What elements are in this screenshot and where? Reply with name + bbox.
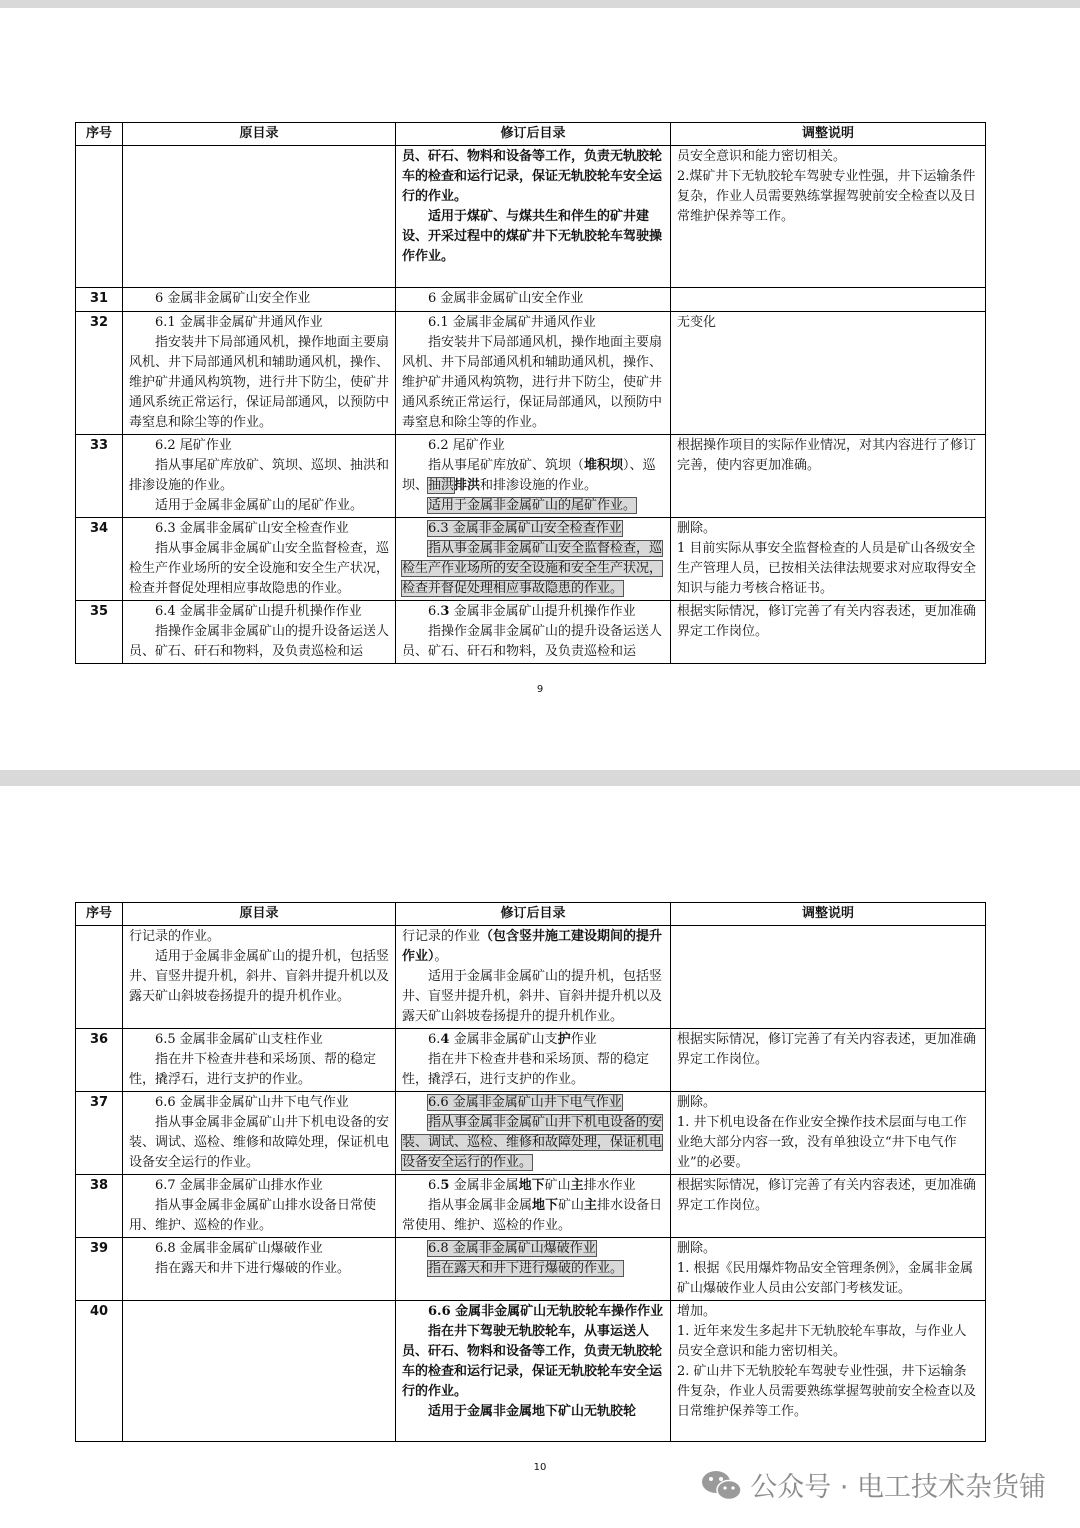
text-span: 指从事金属非金属	[428, 1198, 533, 1213]
explanation-cell	[671, 518, 986, 601]
row-number: 34	[76, 518, 123, 601]
original-entry-cell	[123, 288, 396, 312]
cell-paragraph	[402, 1402, 664, 1422]
text-span: 主	[570, 1178, 584, 1193]
cell-paragraph	[402, 1239, 664, 1259]
text-span: 矿山	[558, 1198, 585, 1213]
cell-paragraph	[402, 1302, 664, 1322]
cell-paragraph	[129, 1050, 389, 1090]
text-span: 指操作金属非金属矿山的提升设备运送人员、矿石、矸石和物料，及负责巡检和运	[129, 624, 390, 659]
header-revised: 修订后目录	[396, 903, 671, 926]
text-span: 增加。	[677, 1304, 717, 1319]
table-row	[76, 518, 986, 601]
text-span: 排水作业	[583, 1178, 636, 1193]
cell-paragraph	[677, 1113, 979, 1173]
text-span: 根据实际情况，修订完善了有关内容表述，更加准确界定工作岗位。	[677, 604, 977, 639]
text-span: 排洪	[454, 478, 481, 493]
cell-paragraph	[129, 1030, 389, 1050]
cell-paragraph	[677, 1322, 979, 1362]
cell-paragraph	[677, 1259, 979, 1299]
text-span: 5	[440, 1178, 450, 1193]
table-row	[76, 926, 986, 1029]
text-span: 1. 井下机电设备在作业安全操作技术层面与电工作业绝大部分内容一致，没有单独设立“井下电气作业”的必要。	[677, 1115, 967, 1170]
text-span: 金属非金属	[449, 1178, 519, 1193]
text-span: 。	[434, 949, 448, 964]
text-span: 6.5 金属非金属矿山支柱作业	[155, 1032, 323, 1047]
revised-entry-cell	[396, 435, 671, 518]
text-span: 指在露天和井下进行爆破的作业。	[155, 1261, 351, 1276]
header-explanation: 调整说明	[671, 903, 986, 926]
revision-table	[75, 122, 986, 664]
text-span: 地下	[518, 1178, 545, 1193]
cell-paragraph	[677, 167, 979, 227]
text-span: 矿山	[544, 1178, 571, 1193]
cell-paragraph	[402, 602, 664, 622]
text-span: 作业	[570, 1032, 597, 1047]
text-span: 堆积坝	[584, 458, 624, 473]
text-span: 6.2 尾矿作业	[428, 438, 505, 453]
text-span: 指从事金属非金属矿山排水设备日常使用、维护、巡检的作业。	[129, 1198, 377, 1233]
row-number: 39	[76, 1238, 123, 1301]
revised-entry-cell	[396, 1238, 671, 1301]
text-span: 排水设备日常使用、维护、巡检的作业。	[402, 1198, 663, 1233]
text-span: 根据操作项目的实际作业情况，对其内容进行了修订完善，使内容更加准确。	[677, 438, 977, 473]
cell-paragraph	[129, 313, 389, 333]
highlighted-text: 指在露天和井下进行爆破的作业。	[428, 1261, 624, 1276]
highlighted-text: 6.3 金属非金属矿山安全检查作业	[428, 521, 622, 536]
cell-paragraph	[677, 1362, 979, 1422]
original-entry-cell	[123, 1175, 396, 1238]
table-row	[76, 1301, 986, 1442]
explanation-cell	[671, 435, 986, 518]
cell-paragraph	[129, 539, 389, 599]
original-entry-cell	[123, 435, 396, 518]
cell-paragraph	[402, 1113, 664, 1173]
row-number	[76, 926, 123, 1029]
cell-paragraph	[129, 1196, 389, 1236]
cell-paragraph	[677, 313, 979, 333]
original-entry-cell	[123, 312, 396, 435]
page-number: 10	[533, 1462, 547, 1473]
row-number: 31	[76, 288, 123, 312]
row-number: 35	[76, 601, 123, 664]
explanation-cell	[671, 1092, 986, 1175]
highlighted-text: 6.8 金属非金属矿山爆破作业	[428, 1241, 596, 1256]
text-span: 4	[440, 1032, 450, 1047]
highlighted-text: 指从事金属非金属矿山井下机电设备的安装、调试、巡检、维修和故障处理，保证机电设备安全运行的作业。	[402, 1115, 663, 1170]
cell-paragraph	[129, 436, 389, 456]
text-span: 6 金属非金属矿山安全作业	[428, 291, 584, 306]
text-span: 行记录的作业	[402, 929, 481, 944]
text-span: 删除。	[677, 1241, 717, 1256]
text-span: 6.	[428, 1178, 441, 1193]
table-row	[76, 1092, 986, 1175]
explanation-cell	[671, 312, 986, 435]
text-span: 根据实际情况，修订完善了有关内容表述，更加准确界定工作岗位。	[677, 1032, 977, 1067]
row-number: 38	[76, 1175, 123, 1238]
table-row	[76, 1175, 986, 1238]
row-number: 37	[76, 1092, 123, 1175]
original-entry-cell	[123, 146, 396, 288]
row-number: 33	[76, 435, 123, 518]
text-span: 员、矸石、物料和设备等工作，负责无轨胶轮车的检查和运行记录，保证无轨胶轮车安全运行的作业。	[402, 149, 663, 204]
cell-paragraph	[402, 1322, 664, 1402]
revised-entry-cell	[396, 312, 671, 435]
cell-paragraph	[677, 1302, 979, 1322]
text-span: 主	[584, 1198, 598, 1213]
header-no: 序号	[76, 903, 123, 926]
cell-paragraph	[129, 289, 389, 309]
cell-paragraph	[677, 602, 979, 642]
cell-paragraph	[129, 1259, 389, 1279]
header-explanation: 调整说明	[671, 123, 986, 146]
text-span: 6.6 金属非金属矿山无轨胶轮车操作作业	[428, 1304, 664, 1319]
text-span: 金属非金属矿山提升机操作作业	[449, 604, 636, 619]
row-number: 36	[76, 1029, 123, 1092]
revised-entry-cell	[396, 1301, 671, 1442]
text-span: 6.1 金属非金属矿井通风作业	[428, 315, 596, 330]
text-span: 6 金属非金属矿山安全作业	[155, 291, 311, 306]
cell-paragraph	[129, 602, 389, 622]
document-page-10	[0, 786, 1080, 1528]
revised-entry-cell	[396, 1092, 671, 1175]
table-header-row	[76, 903, 986, 926]
revised-entry-cell	[396, 601, 671, 664]
cell-paragraph	[402, 1196, 664, 1236]
cell-paragraph	[129, 622, 389, 662]
cell-paragraph	[129, 927, 389, 947]
cell-paragraph	[402, 1093, 664, 1113]
header-revised: 修订后目录	[396, 123, 671, 146]
table-row	[76, 312, 986, 435]
cell-paragraph	[402, 1050, 664, 1090]
cell-paragraph	[402, 147, 664, 207]
cell-paragraph	[402, 519, 664, 539]
text-span: 3	[440, 604, 450, 619]
cell-paragraph	[129, 519, 389, 539]
text-span: 指在井下驾驶无轨胶轮车，从事运送人员、矸石、物料和设备等工作，负责无轨胶轮车的检查和运行记录，保证无轨胶轮车安全运行的作业。	[402, 1324, 663, 1399]
cell-paragraph	[402, 967, 664, 1027]
revision-table	[75, 902, 986, 1442]
explanation-cell	[671, 1301, 986, 1442]
text-span: 6.	[428, 1032, 441, 1047]
revised-entry-cell	[396, 1029, 671, 1092]
text-span: 指安装井下局部通风机，操作地面主要扇风机、井下局部通风机和辅助通风机，操作、维护矿井通风构筑物，进行井下防尘，使矿井通风系统正常运行，保证局部通风，以预防中毒窒息和除尘等的作业。	[129, 335, 390, 430]
watermark	[700, 1465, 1046, 1504]
revised-entry-cell	[396, 146, 671, 288]
text-span: 地下	[532, 1198, 559, 1213]
cell-paragraph	[677, 1093, 979, 1113]
explanation-cell	[671, 146, 986, 288]
text-span: 员安全意识和能力密切相关。	[677, 149, 847, 164]
text-span: 指从事金属非金属矿山井下机电设备的安装、调试、巡检、维修和故障处理，保证机电设备安全运行的作业。	[129, 1115, 390, 1170]
cell-paragraph	[129, 1239, 389, 1259]
text-span: 适用于金属非金属矿山的尾矿作业。	[155, 498, 364, 513]
text-span: 指操作金属非金属矿山的提升设备运送人员、矿石、矸石和物料，及负责巡检和运	[402, 624, 663, 659]
explanation-cell	[671, 1238, 986, 1301]
row-number: 32	[76, 312, 123, 435]
text-span: 6.8 金属非金属矿山爆破作业	[155, 1241, 323, 1256]
explanation-cell	[671, 288, 986, 312]
cell-paragraph	[402, 1030, 664, 1050]
text-span: 2.煤矿井下无轨胶轮车驾驶专业性强，井下运输条件复杂，作业人员需要熟练掌握驾驶前安全检查以及日常维护保养等工作。	[677, 169, 977, 224]
cell-paragraph	[677, 147, 979, 167]
cell-paragraph	[402, 207, 664, 267]
cell-paragraph	[129, 1093, 389, 1113]
text-span: 适用于金属非金属矿山的提升机，包括竖井、盲竖井提升机，斜井、盲斜井提升机以及露天矿山斜坡卷扬提升的提升机作业。	[129, 949, 390, 1004]
text-span: 6.1 金属非金属矿井通风作业	[155, 315, 323, 330]
text-span: 无变化	[677, 315, 717, 330]
cell-paragraph	[129, 333, 389, 433]
cell-paragraph	[402, 622, 664, 662]
header-no: 序号	[76, 123, 123, 146]
cell-paragraph	[129, 947, 389, 1007]
text-span: 指从事尾矿库放矿、筑坝（	[428, 458, 585, 473]
cell-paragraph	[402, 313, 664, 333]
cell-paragraph	[677, 519, 979, 539]
text-span: 护	[557, 1032, 571, 1047]
original-entry-cell	[123, 1238, 396, 1301]
highlighted-text: 指从事金属非金属矿山安全监督检查，巡检生产作业场所的安全设施和安全生产状况，检查并督促处理相应事故隐患的作业。	[402, 541, 663, 596]
text-span: 6.4 金属非金属矿山提升机操作作业	[155, 604, 362, 619]
revised-entry-cell	[396, 1175, 671, 1238]
watermark-text: 公众号 · 电工技术杂货铺	[750, 1472, 1046, 1503]
cell-paragraph	[402, 496, 664, 516]
text-span: 根据实际情况，修订完善了有关内容表述，更加准确界定工作岗位。	[677, 1178, 977, 1213]
wechat-icon	[700, 1468, 742, 1502]
text-span: 行记录的作业。	[129, 929, 221, 944]
cell-paragraph	[402, 289, 664, 309]
cell-paragraph	[677, 1239, 979, 1259]
text-span: 指安装井下局部通风机，操作地面主要扇风机、井下局部通风机和辅助通风机，操作、维护矿井通风构筑物，进行井下防尘，使矿井通风系统正常运行，保证局部通风，以预防中毒窒息和除尘等的作业。	[402, 335, 663, 430]
revised-entry-cell	[396, 288, 671, 312]
original-entry-cell	[123, 601, 396, 664]
revised-entry-cell	[396, 926, 671, 1029]
cell-paragraph	[402, 1259, 664, 1279]
cell-paragraph	[129, 1113, 389, 1173]
text-span: 金属非金属矿山支	[449, 1032, 558, 1047]
text-span: 适用于煤矿、与煤共生和伴生的矿井建设、开采过程中的煤矿井下无轨胶轮车驾驶操作作业。	[402, 209, 663, 264]
text-span: 适用于金属非金属地下矿山无轨胶轮	[428, 1404, 637, 1419]
cell-paragraph	[677, 436, 979, 476]
text-span: 适用于金属非金属矿山的提升机，包括竖井、盲竖井提升机，斜井、盲斜井提升机以及露天矿山斜坡卷扬提升的提升机作业。	[402, 969, 663, 1024]
text-span: ）、巡坝、	[402, 458, 656, 493]
text-span: 删除。	[677, 1095, 717, 1110]
text-span: 6.	[428, 604, 441, 619]
table-row	[76, 1238, 986, 1301]
original-entry-cell	[123, 926, 396, 1029]
cell-paragraph	[402, 539, 664, 599]
original-entry-cell	[123, 1092, 396, 1175]
highlighted-text: 6.6 金属非金属矿山井下电气作业	[428, 1095, 622, 1110]
cell-paragraph	[129, 456, 389, 496]
header-original: 原目录	[123, 903, 396, 926]
original-entry-cell	[123, 1029, 396, 1092]
row-number	[76, 146, 123, 288]
text-span: 指从事尾矿库放矿、筑坝、巡坝、抽洪和排渗设施的作业。	[129, 458, 390, 493]
cell-paragraph	[677, 1030, 979, 1070]
document-page-9	[0, 8, 1080, 770]
text-span: 6.7 金属非金属矿山排水作业	[155, 1178, 323, 1193]
cell-paragraph	[129, 1176, 389, 1196]
text-span: 删除。	[677, 521, 717, 536]
text-span: 1. 近年来发生多起井下无轨胶轮车事故，与作业人员安全意识和能力密切相关。	[677, 1324, 967, 1359]
text-span: 2. 矿山井下无轨胶轮车驾驶专业性强，井下运输条件复杂，作业人员需要熟练掌握驾驶前安全检查以及日常维护保养等工作。	[677, 1364, 977, 1419]
cell-paragraph	[677, 539, 979, 599]
text-span: 6.3 金属非金属矿山安全检查作业	[155, 521, 349, 536]
explanation-cell	[671, 601, 986, 664]
text-span: 和排渗设施的作业。	[480, 478, 598, 493]
header-original: 原目录	[123, 123, 396, 146]
cell-paragraph	[402, 927, 664, 967]
table-header-row	[76, 123, 986, 146]
cell-paragraph	[402, 1176, 664, 1196]
page-number: 9	[536, 684, 544, 695]
cell-paragraph	[677, 1176, 979, 1216]
original-entry-cell	[123, 518, 396, 601]
cell-paragraph	[402, 436, 664, 456]
cell-paragraph	[129, 496, 389, 516]
text-span: 1. 根据《民用爆炸物品安全管理条例》，金属非金属矿山爆破作业人员由公安部门考核发证。	[677, 1261, 974, 1296]
table-row	[76, 288, 986, 312]
table-row	[76, 146, 986, 288]
highlighted-text: 抽洪	[428, 478, 455, 493]
text-span: 指从事金属非金属矿山安全监督检查，巡检生产作业场所的安全设施和安全生产状况，检查并督促处理相应事故隐患的作业。	[129, 541, 390, 596]
original-entry-cell	[123, 1301, 396, 1442]
explanation-cell	[671, 1029, 986, 1092]
table-row	[76, 1029, 986, 1092]
cell-paragraph	[402, 456, 664, 496]
text-span: 1 目前实际从事安全监督检查的人员是矿山各级安全生产管理人员，已按相关法律法规要求对应取得安全知识与能力考核合格证书。	[677, 541, 977, 596]
text-span: （包含竖井施工建设期间的提升作业）	[402, 929, 663, 964]
revised-entry-cell	[396, 518, 671, 601]
explanation-cell	[671, 926, 986, 1029]
cell-paragraph	[402, 333, 664, 433]
text-span: 指在井下检查井巷和采场顶、帮的稳定性，撬浮石，进行支护的作业。	[129, 1052, 377, 1087]
explanation-cell	[671, 1175, 986, 1238]
table-row	[76, 435, 986, 518]
highlighted-text: 适用于金属非金属矿山的尾矿作业。	[428, 498, 637, 513]
row-number: 40	[76, 1301, 123, 1442]
text-span: 指在井下检查井巷和采场顶、帮的稳定性，撬浮石，进行支护的作业。	[402, 1052, 650, 1087]
text-span: 6.2 尾矿作业	[155, 438, 232, 453]
text-span: 6.6 金属非金属矿山井下电气作业	[155, 1095, 349, 1110]
table-row	[76, 601, 986, 664]
